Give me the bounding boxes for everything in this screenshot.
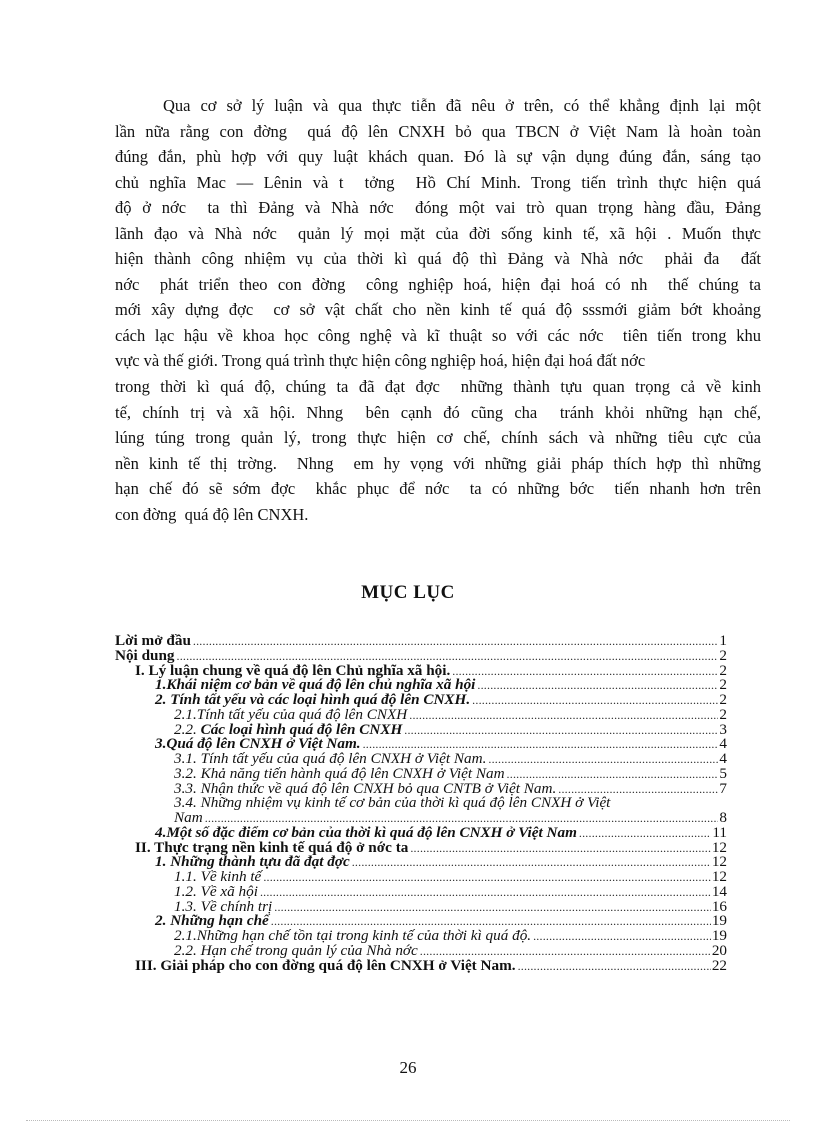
toc-entry[interactable]: [115, 752, 727, 767]
toc-leader: [488, 752, 718, 767]
toc-leader: [420, 944, 711, 959]
toc-entry[interactable]: [115, 737, 727, 752]
toc-entry[interactable]: [115, 914, 727, 929]
toc-entry[interactable]: [115, 944, 727, 959]
toc-page-number: 2: [719, 678, 727, 693]
paragraph-line: mới xây dựng đợc cơ sở vật chất cho nền kinh tế quá độ sssmới giảm bớt khoảng: [115, 300, 761, 320]
toc-title: MỤC LỤC: [361, 582, 455, 603]
toc-entry-text: 1. Những thành tựu đã đạt đợc: [155, 855, 350, 870]
toc-leader: [472, 693, 718, 708]
toc-entry[interactable]: [115, 826, 727, 841]
toc-entry-wrapped-line[interactable]: 3.4. Những nhiệm vụ kinh tế cơ bản của thời kì quá độ lên CNXH ở Việt: [174, 794, 611, 812]
toc-leader: [193, 634, 719, 649]
toc-leader: [271, 914, 711, 929]
toc-page-number: 2: [719, 663, 727, 679]
toc-entry[interactable]: [115, 664, 727, 679]
paragraph-line: cách lạc hậu về khoa học công nghệ và kĩ thuật so với các nớc tiên tiến trong khu: [115, 325, 761, 345]
toc-entry[interactable]: [115, 900, 727, 915]
page-bottom-divider: [26, 1120, 790, 1121]
toc-leader: [533, 929, 711, 944]
toc-page-number: 19: [711, 914, 727, 929]
paragraph-line: vực và thế giới. Trong quá trình thực hiện công nghiệp hoá, hiện đại hoá đất nớc: [115, 351, 646, 371]
toc-leader: [274, 900, 711, 915]
toc-entry[interactable]: [115, 870, 727, 885]
toc-leader: [260, 885, 711, 900]
toc-entry-text: 2. Những hạn chế: [155, 914, 269, 929]
toc-entry-text: 1.Khái niệm cơ bản về quá độ lên chủ nghĩa xã hội: [155, 678, 476, 693]
toc-leader: [177, 649, 719, 664]
toc-entry-text: [174, 723, 404, 738]
toc-entry-text: I. Lý luận chung về quá độ lên Chủ nghĩa xã hội.: [135, 663, 451, 679]
toc-page-number: 3: [719, 722, 727, 738]
paragraph-line: lãnh đạo và Nhà nớc quản lý mọi mặt của đời sống kinh tế, xã hội . Muốn thực: [115, 223, 761, 243]
paragraph-line: hạn chế đó sẽ sớm đợc khắc phục để nớc ta có những bớc tiến nhanh hơn trên: [115, 479, 761, 499]
paragraph-line: nớc phát triển theo con đờng công nghiệp hoá, hiện đại hoá có nh thế chúng ta: [115, 274, 761, 294]
paragraph-line: hiện thành công nhiệm vụ của thời kì quá độ thì Đảng và Nhà nớc phải đa đất: [115, 249, 761, 269]
toc-entry-text: Nam: [174, 811, 203, 826]
toc-page-number: 8: [719, 811, 727, 826]
toc-leader: [477, 678, 718, 693]
toc-entry-text: 1.1. Về kinh tế: [174, 870, 262, 885]
toc-leader: [363, 737, 719, 752]
toc-page-number: 19: [711, 929, 727, 944]
paragraph-line: độ ở nớc ta thì Đảng và Nhà nớc đóng một vai trò quan trọng hàng đầu, Đảng: [115, 198, 761, 218]
toc-page-number: 11: [712, 825, 727, 841]
toc-entry[interactable]: [115, 708, 727, 723]
toc-leader: [558, 782, 718, 797]
toc-page-number: 5: [719, 766, 727, 782]
toc-entry-text: Lời mở đầu: [115, 634, 191, 649]
toc-entry-text: 2.1.Những hạn chế tồn tại trong kinh tế của thời kì quá độ.: [174, 929, 532, 944]
toc-page-number: 2: [719, 707, 727, 723]
toc-entry[interactable]: [115, 959, 727, 974]
toc-entry-text: 2.2. Hạn chế trong quản lý của Nhà nớc: [174, 943, 418, 959]
toc-entry[interactable]: [115, 634, 727, 649]
toc-page-number: 12: [711, 870, 727, 885]
toc-entry-text: Nội dung: [115, 648, 175, 664]
toc-entry[interactable]: [115, 782, 727, 797]
toc-page-number: 7: [719, 781, 727, 797]
toc-entry-text: III. Giải pháp cho con đờng quá độ lên CNXH ở Việt Nam.: [135, 958, 516, 974]
paragraph-line: lần nữa rằng con đờng quá độ lên CNXH bỏ qua TBCN ở Việt Nam là hoàn toàn: [115, 121, 761, 141]
toc-leader: [579, 826, 711, 841]
toc-page-number: 14: [711, 884, 727, 900]
paragraph-line: nền kinh tế thị trờng. Nhng em hy vọng với những giải pháp thích hợp thì những: [115, 453, 761, 473]
toc-entry[interactable]: [115, 929, 727, 944]
toc-leader: [518, 959, 711, 974]
toc-leader: [452, 664, 718, 679]
toc-leader: [205, 811, 719, 826]
toc-entry[interactable]: [115, 885, 727, 900]
toc-entry-number: 2.2.: [174, 722, 201, 738]
toc-page-number: 22: [711, 958, 727, 974]
toc-entry[interactable]: [115, 649, 727, 664]
toc-leader: [263, 870, 711, 885]
toc-entry[interactable]: [115, 767, 727, 782]
toc-entry[interactable]: [115, 723, 727, 738]
toc-page-number: 1: [719, 634, 727, 649]
toc-leader: [410, 841, 710, 856]
toc-entry-text: 3.1. Tính tất yếu của quá độ lên CNXH ở Việt Nam.: [174, 752, 487, 767]
toc-entry[interactable]: [115, 855, 727, 870]
toc-entry-text: 1.3. Về chính trị: [174, 899, 273, 915]
toc-leader: [352, 855, 711, 870]
toc-page-number: 12: [711, 855, 727, 870]
paragraph-line: chủ nghĩa Mac — Lênin và t tởng Hồ Chí Minh. Trong tiến trình thực hiện quá: [115, 172, 761, 192]
paragraph-line: đúng đắn, phù hợp với quy luật khách quan. Đó là sự vận dụng đúng đắn, sáng tạo: [115, 147, 761, 167]
toc-entry-text: 3.Quá độ lên CNXH ở Việt Nam.: [155, 737, 361, 752]
paragraph-line: lúng túng trong quản lý, trong thực hiện cơ chế, chính sách và những tiêu cực của: [115, 428, 761, 448]
toc-entry[interactable]: [115, 841, 727, 856]
toc-page-number: 4: [719, 737, 727, 752]
conclusion-paragraph: [115, 93, 761, 527]
toc-leader: [409, 708, 718, 723]
toc-entry-text: 1.2. Về xã hội: [174, 884, 258, 900]
toc-entry-text: 3.3. Nhận thức về quá độ lên CNXH bỏ qua CNTB ở Việt Nam.: [174, 781, 557, 797]
paragraph-line: tế, chính trị và xã hội. Nhng bên cạnh đó cũng cha tránh khỏi những hạn chế,: [115, 402, 761, 422]
toc-page-number: 4: [719, 752, 727, 767]
toc-leader: [507, 767, 719, 782]
toc-entry-text: 4.Một số đặc điểm cơ bản của thời kì quá độ lên CNXH ở Việt Nam: [155, 825, 577, 841]
paragraph-line: Qua cơ sở lý luận và qua thực tiễn đã nêu ở trên, có thể khẳng định lại một: [163, 96, 761, 115]
toc-entry-text: 3.2. Khả năng tiến hành quá độ lên CNXH ở Việt Nam: [174, 766, 505, 782]
toc-entry-text: 2. Tính tất yếu và các loại hình quá độ lên CNXH.: [155, 693, 471, 708]
toc-page-number: 16: [711, 899, 727, 915]
toc-page-number: 2: [719, 693, 727, 708]
toc-entry-title: Các loại hình quá độ lên CNXH: [200, 722, 403, 738]
toc-entry-text: II. Thực trạng nền kinh tế quá độ ở nớc ta: [135, 840, 409, 856]
toc-leader: [404, 723, 718, 738]
toc-page-number: 2: [719, 648, 727, 664]
toc-page-number: 12: [711, 840, 727, 856]
table-of-contents: [115, 634, 727, 973]
paragraph-line: con đờng quá độ lên CNXH.: [115, 504, 309, 524]
toc-entry[interactable]: [115, 693, 727, 708]
page-number: 26: [399, 1058, 417, 1077]
toc-entry[interactable]: [115, 811, 727, 826]
toc-entry[interactable]: [115, 678, 727, 693]
toc-entry-text: 2.1.Tính tất yếu của quá độ lên CNXH: [174, 707, 408, 723]
paragraph-line: trong thời kì quá độ, chúng ta đã đạt đợc những thành tựu quan trọng cả về kinh: [115, 377, 761, 397]
toc-page-number: 20: [711, 943, 727, 959]
